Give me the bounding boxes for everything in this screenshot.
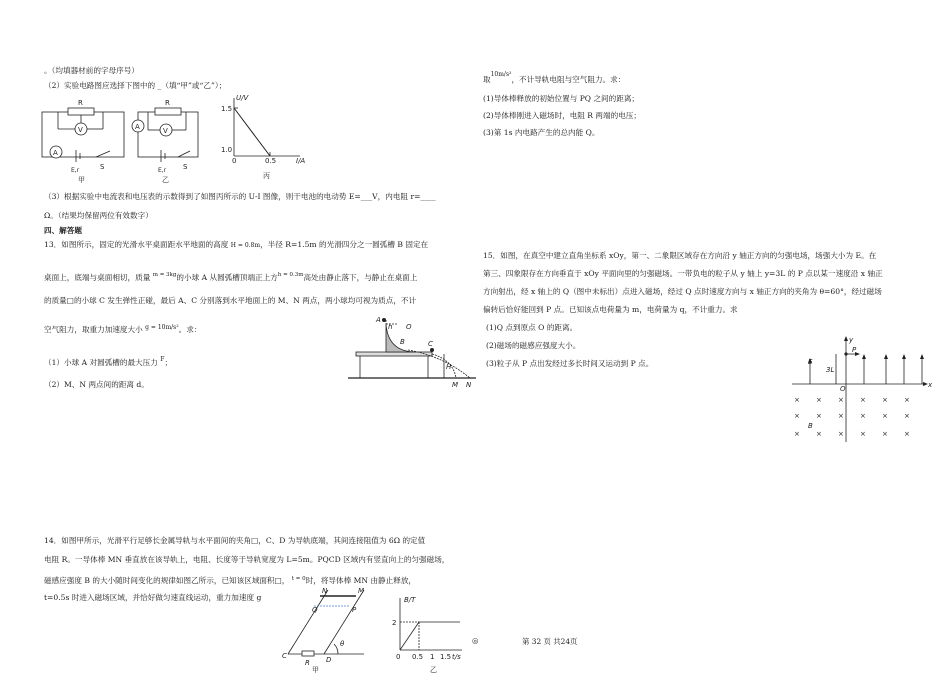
q14-cont: 取$^{10m/s^2}$，不计导轨电阻与空气阻力。求： bbox=[483, 71, 626, 84]
q15-line3: 方向射出，经 x 轴上的 Q（图中未标出）点进入磁场，经过 Q 点时速度方向与 x 轴正方向的夹角为 θ=60°，经过磁场 bbox=[483, 287, 882, 296]
footer-mark: ◎ bbox=[472, 636, 479, 645]
tick-05: 0.5 bbox=[265, 157, 277, 165]
label-Er: E,r bbox=[71, 167, 80, 174]
tick-1: 1 bbox=[430, 653, 435, 661]
q14-line1: 14．如图甲所示，光滑平行足够长金属导轨与水平面间的夹角□，C、D 为导轨底端，其间连接阻值为 6Ω 的定值 bbox=[44, 536, 426, 545]
q14-line3: 磁感应强度 B 的大小随时间变化的规律如图乙所示，已知该区域面积□， $^{t = 0}$时，将导体棒 MN 由静止释放， bbox=[44, 576, 417, 585]
label-A: A bbox=[135, 123, 140, 131]
q13-sub1: （1）小球 A 对圆弧槽的最大压力 $^F$； bbox=[44, 356, 173, 367]
label-S: S bbox=[100, 163, 105, 171]
label-P: P bbox=[852, 346, 857, 354]
cross: × bbox=[904, 412, 910, 420]
q13-sub2: （2）M、N 两点间的距离 d。 bbox=[44, 380, 149, 389]
text-line: 。（均填器材前的字母序号） bbox=[44, 66, 139, 75]
label-N: N bbox=[466, 381, 472, 389]
label-A: A bbox=[376, 316, 381, 324]
cross: × bbox=[882, 430, 888, 438]
label-R: R bbox=[165, 99, 170, 107]
q13-line4: 空气阻力，取重力加速度大小 $^{g = 10m/s^2}$。求： bbox=[44, 324, 202, 334]
q14-figure-jia bbox=[280, 584, 380, 672]
q15-line4: 偏转后恰好能回到 P 点。已知该点电荷量为 m，电荷量为 q，不计重力。求 bbox=[483, 305, 738, 314]
label-yi: 乙 bbox=[430, 666, 437, 674]
label-B: B bbox=[400, 338, 405, 346]
text-line: （2）实验电路图应选择下图中的 _（填“甲”或“乙”）； bbox=[44, 81, 227, 90]
axis-x: x bbox=[928, 381, 933, 389]
cross: × bbox=[838, 396, 844, 404]
text-line: （3）根据实验中电流表和电压表的示数得到了如图丙所示的 U-I 图像，则干电池的电动势 E=___V，内电阻 r=____ bbox=[44, 192, 436, 201]
label-V: V bbox=[163, 127, 168, 135]
ui-graph bbox=[234, 98, 300, 156]
label-Er: E,r bbox=[158, 167, 167, 174]
label-E: E bbox=[808, 358, 813, 366]
cross: × bbox=[904, 430, 910, 438]
label-R: R bbox=[305, 659, 310, 667]
label-C: C bbox=[428, 340, 433, 348]
q14-sub3: (3)第 1s 内电路产生的总内能 Q。 bbox=[483, 128, 600, 137]
label-H: H bbox=[446, 363, 452, 371]
section-heading: 四、解答题 bbox=[44, 226, 82, 235]
axis-y: y bbox=[849, 336, 854, 344]
label-O: O bbox=[406, 323, 412, 331]
q14-line4: t=0.5s 时进入磁场区域，并恰好做匀速直线运动，重力加速度 g bbox=[44, 593, 262, 602]
tick-0: 0 bbox=[396, 653, 401, 661]
q15-sub1: (1)Q 点到原点 O 的距离。 bbox=[486, 323, 578, 332]
cross: × bbox=[904, 396, 910, 404]
cross: × bbox=[882, 396, 888, 404]
cross: × bbox=[816, 412, 822, 420]
q14-line2: 电阻 R。一导体棒 MN 垂直放在该导轨上，电阻、长度等于导轨宽度为 L=5m。PQCD 区域内有竖直向上的匀强磁场， bbox=[44, 555, 450, 564]
q13-line2: 桌面上，底端与桌面相切，质量 $^{m = 3kg}$的小球 A 从圆弧槽顶端正上方$^{h = 0.3m}$高处由静止落下，与静止在桌面上 bbox=[44, 272, 418, 282]
label-jia: 甲 bbox=[312, 666, 319, 674]
label-C: C bbox=[282, 652, 287, 660]
label-jia: 甲 bbox=[78, 176, 85, 184]
page-number: 第 32 页 共24页 bbox=[522, 637, 578, 646]
label-yi: 乙 bbox=[162, 176, 169, 184]
tick-15: 1.5 bbox=[221, 105, 233, 113]
label-S: S bbox=[183, 163, 188, 171]
circuit-yi bbox=[132, 108, 198, 162]
q14-figure-yi bbox=[390, 594, 470, 674]
q15-sub2: (2)磁场的磁感应强度大小。 bbox=[486, 341, 581, 350]
cross: × bbox=[838, 412, 844, 420]
text-line: Ω。（结果均保留两位有效数字） bbox=[44, 211, 153, 220]
cross: × bbox=[860, 396, 866, 404]
label-3L: 3L bbox=[826, 366, 835, 374]
tick-10: 1.0 bbox=[221, 146, 233, 154]
field-crosses bbox=[794, 396, 910, 438]
label-M: M bbox=[452, 381, 459, 389]
label-theta: θ bbox=[340, 640, 345, 648]
cross: × bbox=[882, 412, 888, 420]
q15-figure bbox=[788, 334, 938, 444]
q15-line1: 15．如图，在真空中建立直角坐标系 xOy，第一、二象限区域存在方向沿 y 轴正方向的匀强电场，场强大小为 E。在 bbox=[483, 251, 877, 260]
q13-line3: 的质量□的小球 C 发生弹性正碰，最后 A、C 分别落到水平地面上的 M、N 两点，两小球均可视为质点，不计 bbox=[44, 296, 417, 305]
cross: × bbox=[838, 430, 844, 438]
label-Q: Q bbox=[312, 606, 318, 614]
axis-bt: B/T bbox=[404, 596, 416, 604]
cross: × bbox=[794, 430, 800, 438]
label-D: D bbox=[326, 656, 332, 664]
q15-line2: 第三、四象限存在方向垂直于 xOy 平面向里的匀强磁场。一带负电的粒子从 y 轴上 y=3L 的 P 点以某一速度沿 x 轴正 bbox=[483, 269, 883, 278]
label-P: P bbox=[352, 606, 357, 614]
q13-line1: 13．如图所示，固定的光滑水平桌面距水平地面的高度 H = 0.8m，半径 R=1.5m 的光滑四分之一圆弧槽 B 固定在 bbox=[44, 240, 429, 249]
tick-2: 2 bbox=[392, 619, 397, 627]
label-M: M bbox=[358, 587, 365, 595]
label-B: B bbox=[808, 422, 813, 430]
cross: × bbox=[860, 430, 866, 438]
axis-ia: I/A bbox=[296, 157, 306, 165]
cross: × bbox=[794, 412, 800, 420]
label-N: N bbox=[322, 587, 328, 595]
q13-figure bbox=[348, 312, 478, 392]
q15-sub3: (3)粒子从 P 点出发经过多长时间又运动到 P 点。 bbox=[486, 359, 654, 368]
tick-15: 1.5 bbox=[440, 653, 452, 661]
cross: × bbox=[860, 412, 866, 420]
label-R: R bbox=[78, 99, 83, 107]
label-V: V bbox=[78, 126, 83, 134]
cross: × bbox=[816, 396, 822, 404]
tick-0: 0 bbox=[232, 157, 237, 165]
axis-ts: t/s bbox=[452, 653, 461, 661]
tick-05: 0.5 bbox=[412, 653, 424, 661]
circuit-figure bbox=[38, 90, 318, 184]
q14-sub2: (2)导体棒刚进入磁场时，电阻 R 两端的电压； bbox=[483, 111, 641, 120]
label-bing: 丙 bbox=[263, 172, 270, 180]
axis-uv: U/V bbox=[236, 94, 249, 102]
label-A: A bbox=[53, 149, 58, 157]
label-h: h bbox=[388, 323, 393, 331]
cross: × bbox=[794, 396, 800, 404]
cross: × bbox=[816, 430, 822, 438]
label-O: O bbox=[840, 385, 846, 393]
q14-sub1: (1)导体棒释放的初始位置与 PQ 之间的距离； bbox=[483, 94, 640, 103]
